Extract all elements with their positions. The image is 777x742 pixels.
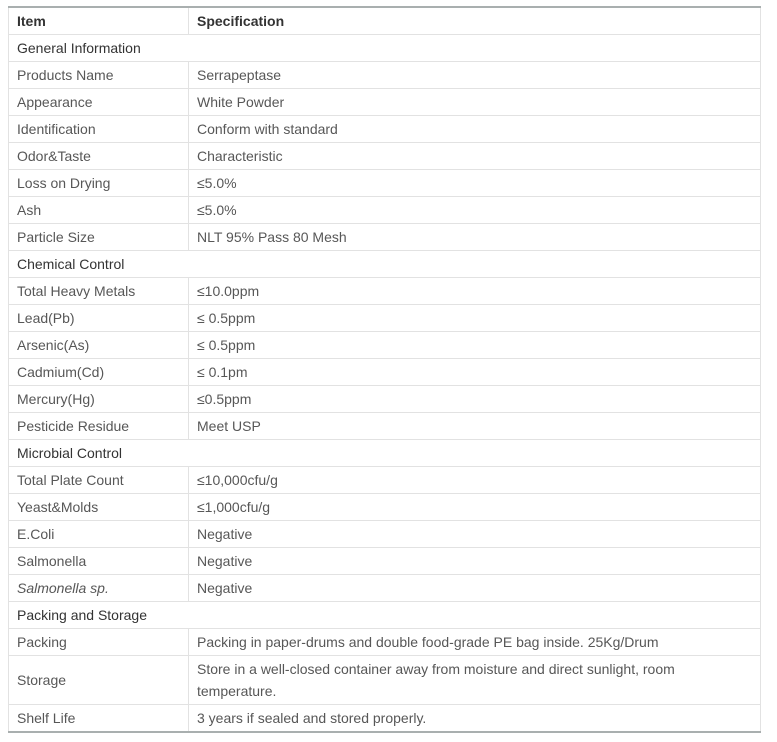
item-cell: Particle Size xyxy=(9,224,189,251)
item-cell: Lead(Pb) xyxy=(9,305,189,332)
spec-cell: Negative xyxy=(189,548,761,575)
table-row xyxy=(9,467,761,494)
item-cell: Total Heavy Metals xyxy=(9,278,189,305)
table-row xyxy=(9,332,761,359)
item-cell: Salmonella sp. xyxy=(9,575,189,602)
table-row xyxy=(9,305,761,332)
spec-table xyxy=(8,6,761,733)
table-row xyxy=(9,116,761,143)
spec-cell: ≤5.0% xyxy=(189,197,761,224)
section-title: Microbial Control xyxy=(9,440,761,467)
section-title: Chemical Control xyxy=(9,251,761,278)
item-cell: Total Plate Count xyxy=(9,467,189,494)
table-row xyxy=(9,494,761,521)
section-title: General Information xyxy=(9,35,761,62)
spec-cell: NLT 95% Pass 80 Mesh xyxy=(189,224,761,251)
item-cell: Cadmium(Cd) xyxy=(9,359,189,386)
item-cell: Storage xyxy=(9,656,189,705)
item-cell: Yeast&Molds xyxy=(9,494,189,521)
table-row xyxy=(9,386,761,413)
spec-cell: ≤ 0.5ppm xyxy=(189,305,761,332)
spec-cell: White Powder xyxy=(189,89,761,116)
spec-cell: Serrapeptase xyxy=(189,62,761,89)
spec-cell: ≤5.0% xyxy=(189,170,761,197)
section-row xyxy=(9,602,761,629)
item-cell: Ash xyxy=(9,197,189,224)
table-row xyxy=(9,278,761,305)
item-cell: Mercury(Hg) xyxy=(9,386,189,413)
spec-cell: Store in a well-closed container away from moisture and direct sunlight, room temperature. xyxy=(189,656,761,705)
table-row xyxy=(9,359,761,386)
table-row xyxy=(9,629,761,656)
section-row xyxy=(9,35,761,62)
item-cell: Salmonella xyxy=(9,548,189,575)
spec-cell: 3 years if sealed and stored properly. xyxy=(189,705,761,733)
item-cell: Loss on Drying xyxy=(9,170,189,197)
item-cell: Packing xyxy=(9,629,189,656)
column-header-specification: Specification xyxy=(189,7,761,35)
spec-cell: Packing in paper-drums and double food-grade PE bag inside. 25Kg/Drum xyxy=(189,629,761,656)
item-cell: Pesticide Residue xyxy=(9,413,189,440)
spec-cell: ≤ 0.1pm xyxy=(189,359,761,386)
table-row xyxy=(9,170,761,197)
spec-cell: ≤1,000cfu/g xyxy=(189,494,761,521)
section-row xyxy=(9,440,761,467)
section-row xyxy=(9,251,761,278)
header-row xyxy=(9,7,761,35)
item-cell: Odor&Taste xyxy=(9,143,189,170)
table-row xyxy=(9,548,761,575)
item-cell: Appearance xyxy=(9,89,189,116)
item-cell: Shelf Life xyxy=(9,705,189,733)
spec-cell: ≤ 0.5ppm xyxy=(189,332,761,359)
item-cell: Identification xyxy=(9,116,189,143)
table-row xyxy=(9,656,761,705)
column-header-item: Item xyxy=(9,7,189,35)
spec-cell: ≤0.5ppm xyxy=(189,386,761,413)
spec-cell: Negative xyxy=(189,575,761,602)
section-title: Packing and Storage xyxy=(9,602,761,629)
table-row xyxy=(9,575,761,602)
spec-cell: Meet USP xyxy=(189,413,761,440)
table-row xyxy=(9,521,761,548)
spec-cell: Characteristic xyxy=(189,143,761,170)
item-cell: Arsenic(As) xyxy=(9,332,189,359)
item-cell: E.Coli xyxy=(9,521,189,548)
table-row xyxy=(9,705,761,733)
table-row xyxy=(9,197,761,224)
table-row xyxy=(9,224,761,251)
spec-table-body xyxy=(9,7,761,732)
item-cell: Products Name xyxy=(9,62,189,89)
spec-cell: ≤10.0ppm xyxy=(189,278,761,305)
table-row xyxy=(9,413,761,440)
spec-cell: ≤10,000cfu/g xyxy=(189,467,761,494)
spec-cell: Conform with standard xyxy=(189,116,761,143)
table-row xyxy=(9,89,761,116)
spec-cell: Negative xyxy=(189,521,761,548)
table-row xyxy=(9,62,761,89)
table-row xyxy=(9,143,761,170)
